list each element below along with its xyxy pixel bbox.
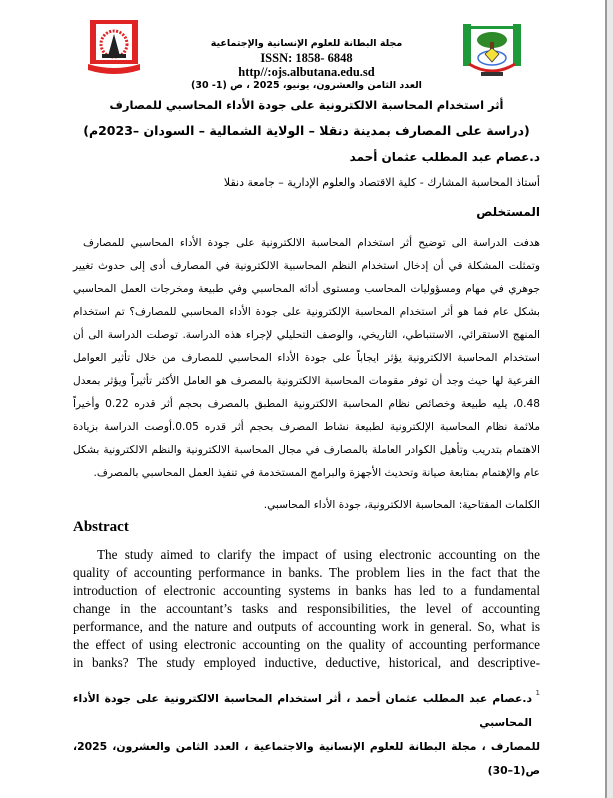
footnote-line: د.عصام عبد المطلب عثمان أحمد ، أثر استخدام المحاسبة الالكترونية على جودة الأداء المحاسبي <box>73 692 532 729</box>
arabic-abstract <box>73 232 540 485</box>
article-title: أثر استخدام المحاسبة الالكترونية على جودة الأداء المحاسبي للمصارف <box>109 98 504 112</box>
keywords: الكلمات المفتاحية: المحاسبة الالكترونية، جودة الأداء المحاسبي. <box>263 499 540 511</box>
abstract-line: وتمثلت المشكلة في أن إدخال استخدام النظم المحاسبية الالكترونية في المصارف أدى إلى حدوث تغيير <box>73 260 540 272</box>
abstract-line: ملائمة نظام المحاسبة الإلكترونية لطبيعة نشاط المصرف بحجم أثر قدره 0.05.أوصت الدراسة بزيادة <box>73 421 540 433</box>
abstract-line: introduction of electronic accounting systems in banks has led to a fundamental <box>73 583 540 598</box>
english-abstract <box>73 546 540 672</box>
arabic-abstract-heading: المستخلص <box>476 205 540 219</box>
abstract-line: استخدام المحاسبة الالكترونية يؤثر ايجاباً على جودة الأداء المحاسبي للمصارف من خلال تأثير العوامل <box>73 352 540 364</box>
abstract-line: performance, and the nature and outputs of accounting work in general. So, what is <box>73 619 540 634</box>
page-content <box>73 0 540 783</box>
abstract-line: عام والإهتمام بمتابعة صيانة وتحديث الأجهزة والبرامج المستخدمة في تنفيذ العمل المحاسبي بالمصرف. <box>93 467 540 479</box>
abstract-line: in banks? The study employed inductive, deductive, historical, and descriptive- <box>73 655 540 670</box>
abstract-line: change in the accountant’s tasks and responsibilities, the level of accounting <box>73 601 540 616</box>
abstract-line: 0.48، يليه طبيعة وخصائص نظام المحاسبة الالكترونية المطبق بالمصرف بحجم أثر قدره 0.22 وأخيراً <box>73 398 540 410</box>
abstract-line: quality of accounting performance in banks. The problem lies in the fact that the <box>73 565 540 580</box>
issn: ISSN: 1858- 6848 <box>260 51 353 65</box>
abstract-line: المنهج الاستقرائي، الاستنباطي، التاريخي، والوصف التحليلي لإجراء هذه الدراسة. توصلت الدراسة الى أن <box>73 329 540 341</box>
article-subtitle: (دراسة على المصارف بمدينة دنقلا – الولاية الشمالية – السودان –2023م) <box>83 123 530 138</box>
issue-info: العدد الثامن والعشرون، يونيو، 2025 ، ص (1- 30) <box>191 80 422 91</box>
abstract-line: جوهري في مهام ومسؤوليات المحاسب ومستوى أدائه المحاسبي وفي طبيعة ومخرجات العمل المحاسبي <box>73 283 540 295</box>
journal-name: مجلة البطانة للعلوم الإنسانية والإجتماعية <box>210 38 403 49</box>
footnote <box>73 687 540 783</box>
footnote-marker: 1 <box>535 689 540 697</box>
abstract-line: الفرعية لها حيث وجد أن توفر مقومات المحاسبة الالكترونية بالمصرف هو العامل الأكثر تأثيراً ويؤثر بمعدل <box>73 375 540 387</box>
abstract-line: هدفت الدراسة الى توضيح أثر استخدام المحاسبة الالكترونية على جودة الأداء المحاسبي للمصارف <box>83 237 540 249</box>
author-name: د.عصام عبد المطلب عثمان أحمد <box>349 150 540 164</box>
journal-url: http//:ojs.albutana.edu.sd <box>238 65 375 79</box>
abstract-line: الاهتمام بتدريب وتأهيل الكوادر العاملة بالمصارف في مجال المحاسبة الالكترونية والنظم الالكترونية بشكل <box>73 444 540 456</box>
page-shadow <box>607 0 613 798</box>
abstract-line: بشكل عام فما هو أثر استخدام المحاسبة الإلكترونية على جودة الأداء المحاسبي للمصارف؟ تم استخدام <box>73 306 540 318</box>
author-affiliation: أستاذ المحاسبة المشارك - كلية الاقتصاد والعلوم الإدارية – جامعة دنقلا <box>223 176 540 189</box>
page-edge <box>605 0 607 798</box>
abstract-line: the effect of using electronic accounting on the quality of accounting performance <box>73 637 540 652</box>
abstract-line: The study aimed to clarify the impact of using electronic accounting on the <box>97 547 540 562</box>
english-abstract-heading: Abstract <box>73 519 129 535</box>
footnote-line: للمصارف ، مجلة البطانة للعلوم الإنسانية والاجتماعية ، العدد الثامن والعشرون، 2025، ص(1–30) <box>73 740 540 777</box>
